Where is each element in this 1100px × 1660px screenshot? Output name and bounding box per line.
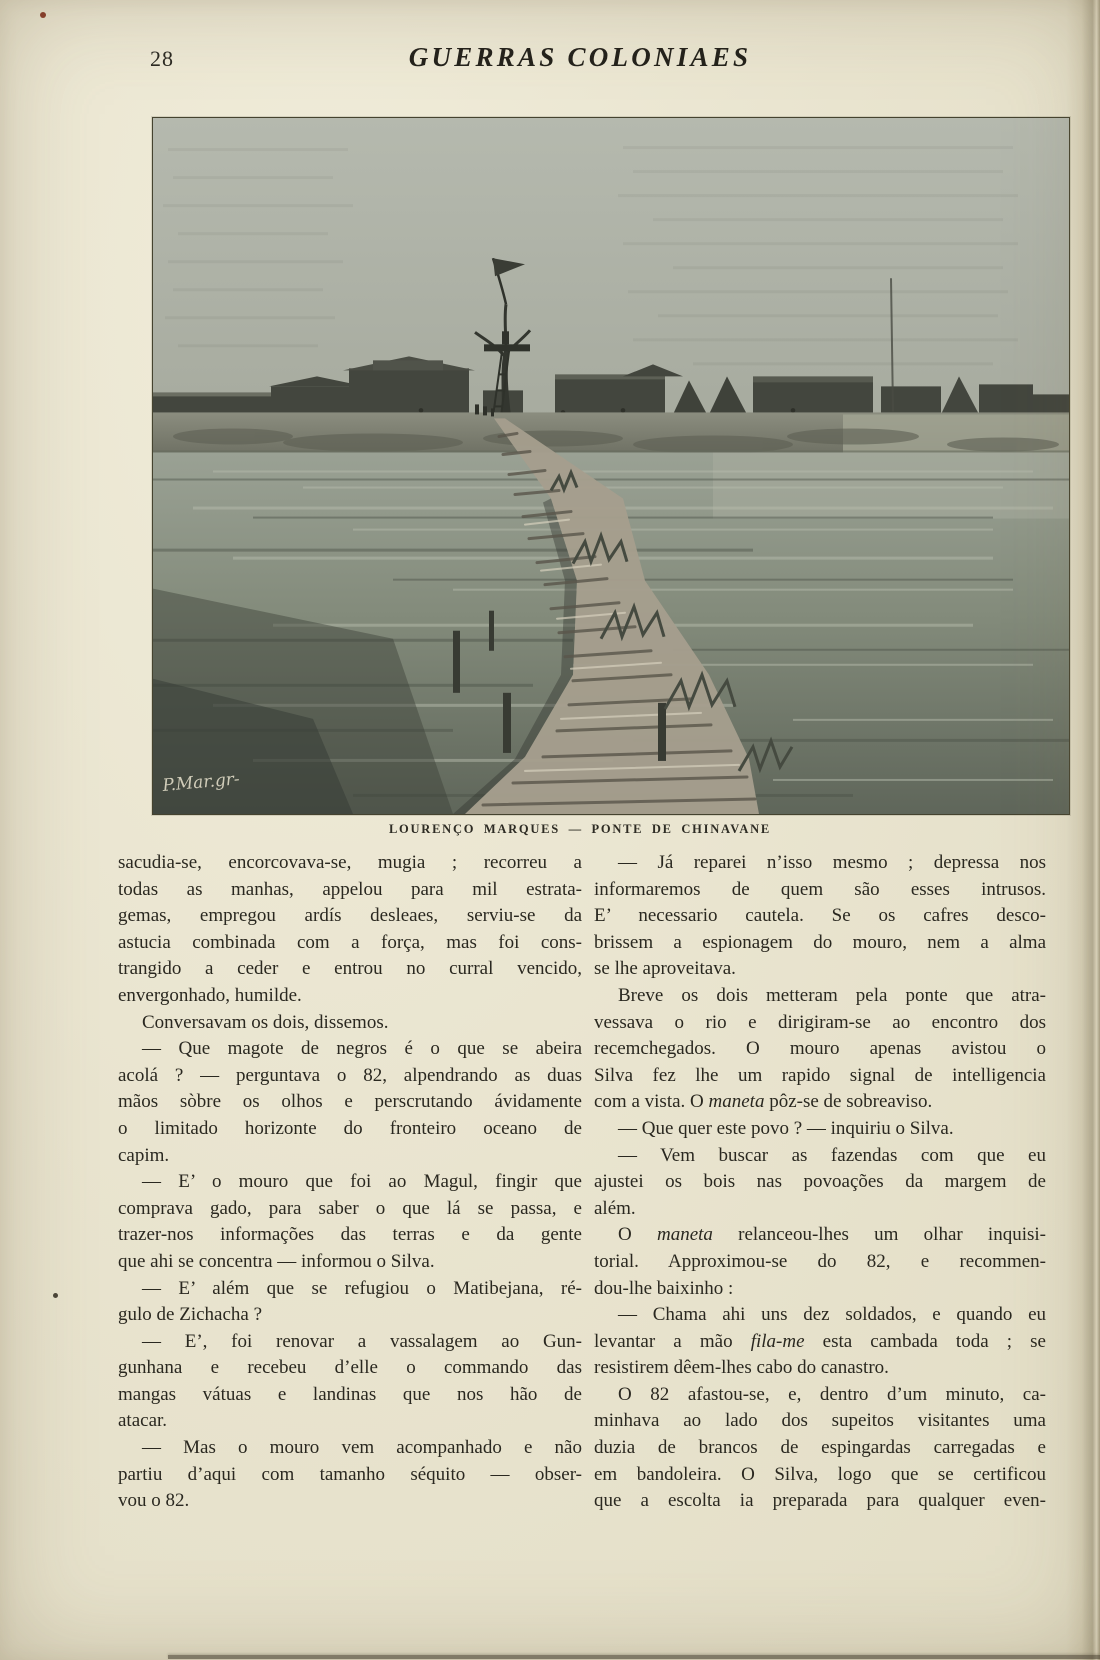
text-line: que ahi se concentra — informou o Silva. — [118, 1250, 435, 1272]
text-line: informaremos de quem são esses intrusos. — [594, 878, 1046, 900]
text-line: — Que quer este povo ? — inquiriu o Silva. — [618, 1117, 954, 1139]
text-line: resistirem dêem-lhes cabo do canastro. — [594, 1357, 889, 1379]
text-line: — Chama ahi uns dez soldados, e quando eu — [618, 1304, 1046, 1326]
text-line: — Já reparei n’isso mesmo ; depressa nos — [618, 852, 1046, 873]
text-line: comprava gado, para saber o que lá se passa, e — [118, 1197, 582, 1219]
page-edge-shadow — [168, 1655, 1100, 1659]
text-line: envergonhado, humilde. — [118, 984, 302, 1006]
text-line: acolá ? — perguntava o 82, alpendrando as duas — [118, 1064, 582, 1086]
text-line: — E’ além que se refugiou o Matibejana, ré- — [142, 1277, 582, 1299]
text-line: brissem a espionagem do mouro, nem a alma — [594, 931, 1046, 953]
ink-speck — [40, 12, 46, 18]
text-line: — Que magote de negros é o que se abeira — [142, 1038, 582, 1060]
text-line: partiu d’aqui com tamanho séquito — obser- — [118, 1463, 582, 1485]
photo-bridge-scene — [153, 118, 1069, 814]
text-line: gunhana e recebeu d’elle o commando das — [118, 1357, 582, 1379]
text-line: com a vista. O maneta pôz-se de sobreaviso. — [594, 1091, 933, 1113]
text-line: — E’, foi renovar a vassalagem ao Gun- — [142, 1330, 582, 1352]
text-line: se lhe aproveitava. — [594, 958, 736, 980]
text-line: — Vem buscar as fazendas com que eu — [618, 1144, 1046, 1166]
text-line: O 82 afastou-se, e, dentro d’um minuto, ca- — [618, 1383, 1046, 1405]
text-line: ajustei os bois nas povoações da margem de — [594, 1171, 1046, 1193]
text-line: O maneta relanceou-lhes um olhar inquisi- — [618, 1224, 1046, 1246]
photographer-signature: P.Mar.gr- — [161, 769, 241, 796]
ink-speck — [53, 1293, 58, 1298]
text-line: astucia combinada com a força, mas foi cons- — [118, 931, 582, 953]
text-line: todas as manhas, appelou para mil estrata- — [118, 878, 582, 900]
text-line: vou o 82. — [118, 1490, 190, 1512]
figure-caption: LOURENÇO MARQUES — PONTE DE CHINAVANE — [388, 822, 772, 836]
text-line: minhava ao lado dos supeitos visitantes uma — [594, 1410, 1046, 1432]
text-line: recemchegados. O mouro apenas avistou o — [594, 1038, 1046, 1060]
text-line: mangas vátuas e landinas que nos hão de — [118, 1383, 582, 1405]
text-column-left — [118, 850, 582, 1515]
text-line: vessava o rio e dirigiram-se ao encontro dos — [594, 1011, 1046, 1033]
page-edge-curl — [1066, 0, 1100, 1660]
photograph — [152, 117, 1070, 815]
text-line: Conversavam os dois, dissemos. — [142, 1011, 389, 1033]
page-number: 28 — [150, 46, 174, 71]
text-line: — E’ o mouro que foi ao Magul, fingir que — [142, 1171, 582, 1193]
text-line: trazer-nos informações das terras e da gente — [118, 1224, 582, 1246]
text-line: trangido a ceder e entrou no curral vencido, — [118, 958, 582, 980]
text-line: dou-lhe baixinho : — [594, 1277, 734, 1299]
text-line: gulo de Zichacha ? — [118, 1304, 263, 1326]
text-line: que a escolta ia preparada para qualquer even- — [594, 1490, 1046, 1512]
text-line: levantar a mão fila-me esta cambada toda ; se — [594, 1330, 1046, 1352]
text-line: Breve os dois metteram pela ponte que atra- — [618, 984, 1046, 1006]
text-line: além. — [594, 1197, 636, 1219]
photo-shoreline — [153, 412, 1069, 456]
text-line: capim. — [118, 1144, 170, 1166]
text-line: Silva fez lhe um rapido signal de intelligencia — [594, 1064, 1046, 1086]
text-line: duzia de brancos de espingardas carregadas e — [594, 1437, 1046, 1459]
text-line: mãos sòbre os olhos e perscrutando ávidamente — [118, 1091, 582, 1113]
text-line: E’ necessario cautela. Se os cafres desco- — [594, 905, 1046, 927]
text-line: torial. Approximou-se do 82, e recommen- — [594, 1250, 1046, 1272]
text-column-right — [594, 850, 1046, 1515]
text-line: gemas, empregou ardís desleaes, serviu-se da — [118, 905, 582, 927]
text-line: o limitado horizonte do fronteiro oceano de — [118, 1117, 582, 1139]
text-line: atacar. — [118, 1410, 168, 1432]
text-line: — Mas o mouro vem acompanhado e não — [142, 1437, 582, 1459]
text-line: em bandoleira. O Silva, logo que se certificou — [594, 1463, 1046, 1485]
text-line: sacudia-se, encorcovava-se, mugia ; recorreu a — [118, 852, 582, 873]
running-title: GUERRAS COLONIAES — [408, 42, 752, 72]
